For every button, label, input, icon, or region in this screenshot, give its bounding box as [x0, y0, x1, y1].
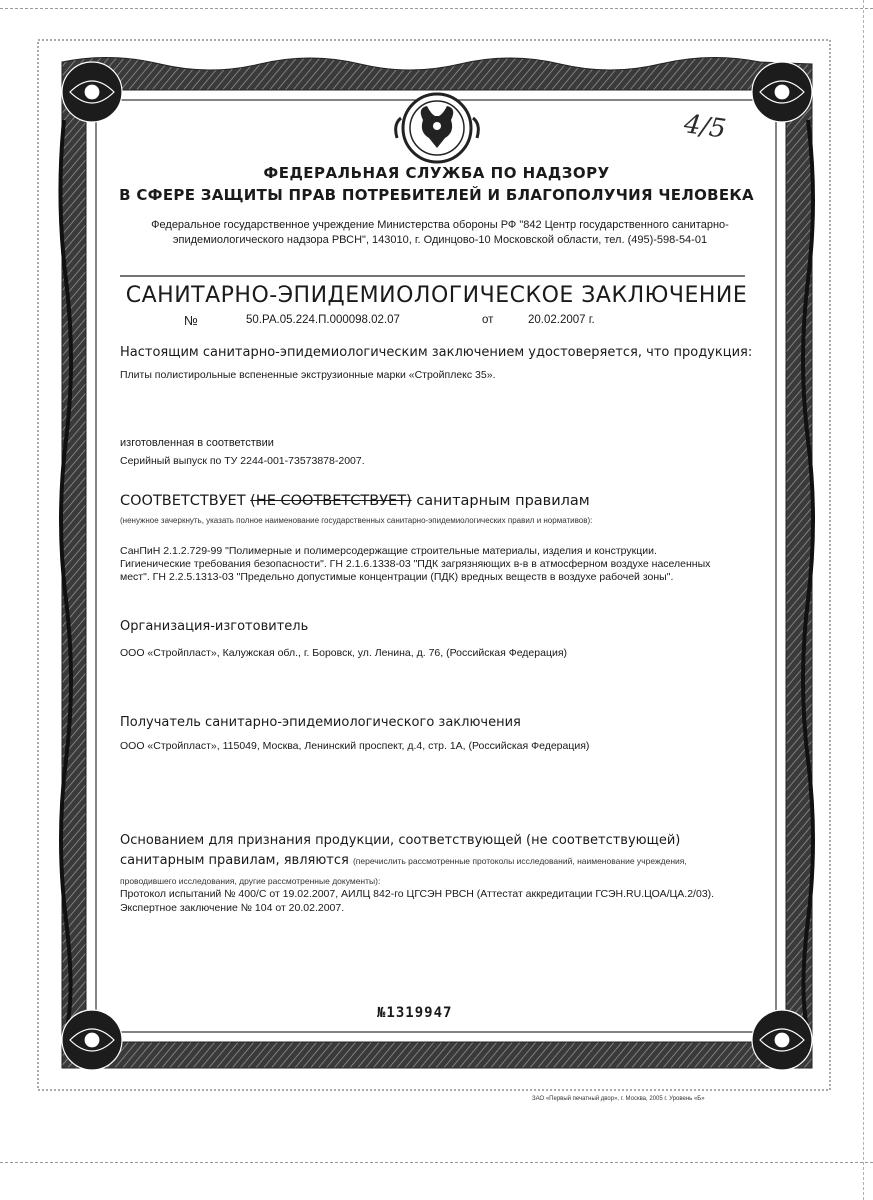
number-sign: №	[184, 313, 198, 328]
manufacturer-value: ООО «Стройпласт», Калужская обл., г. Боровск, ул. Ленина, д. 76, (Российская Федерация)	[120, 647, 568, 659]
serial-number: №1319947	[377, 1005, 453, 1021]
recipient-label: Получатель санитарно-эпидемиологического заключения	[120, 715, 521, 730]
date-label: от	[482, 314, 494, 326]
test-protocol: Протокол испытаний № 400/С от 19.02.2007, АИЛЦ 842-го ЦГСЭН РВСН (Аттестат аккредитации ГСЭН.RU.ЦОА/ЦА.2/03). Экспертное заключение № 104 от 20.02.2007.	[120, 888, 715, 914]
manufactured-value: Серийный выпуск по ТУ 2244-001-73573878-2007.	[120, 455, 365, 467]
printer-note: ЗАО «Первый печатный двор», г. Москва, 2005 г. Уровень «Б»	[532, 1096, 705, 1102]
document-date: 20.02.2007 г.	[528, 314, 595, 326]
basis-label: Основанием для признания продукции, соответствующей (не соответствующей) санитарным правилам, являются	[120, 833, 681, 868]
lead-text: Настоящим санитарно-эпидемиологическим заключением удостоверяется, что продукция:	[120, 345, 753, 360]
handwritten-mark: 4/5	[682, 109, 728, 145]
conformity-hint: (ненужное зачеркнуть, указать полное наименование государственных санитарно-эпидемиологических правил и нормативов):	[120, 516, 593, 525]
product-description: Плиты полистирольные вспененные экструзионные марки «Стройплекс 35».	[120, 369, 496, 381]
basis-statement	[120, 831, 740, 891]
recipient-value: ООО «Стройпласт», 115049, Москва, Ленинский проспект, д.4, стр. 1А, (Российская Федерация)	[120, 740, 590, 752]
manufacturer-label: Организация-изготовитель	[120, 619, 309, 634]
issuer-organization: Федеральное государственное учреждение Министерства обороны РФ "842 Центр государственного санитарно-эпидемиологического надзора РВСН", 143010, г. Одинцово-10 Московской области, тел. (495)-598-54-01	[151, 219, 729, 246]
basis-hint: (перечислить рассмотренные протоколы исследований, наименование учреждения, проводившего исследования, другие рассмотренные документы):	[120, 856, 687, 886]
agency-name-line2: В СФЕРЕ ЗАЩИТЫ ПРАВ ПОТРЕБИТЕЛЕЙ И БЛАГОПОЛУЧИЯ ЧЕЛОВЕКА	[119, 186, 754, 204]
document-number: 50.РА.05.224.П.000098.02.07	[246, 314, 400, 326]
conformity-yes: СООТВЕТСТВУЕТ	[120, 493, 246, 509]
conformity-tail: санитарным правилам	[416, 493, 590, 509]
sanitary-rules: СанПиН 2.1.2.729-99 "Полимерные и полимерсодержащие строительные материалы, изделия и конструкции. Гигиенические требования безопасности". ГН 2.1.6.1338-03 "ПДК загрязняющих в-в в атмосферном воздухе населенных мест". ГН 2.2.5.1313-03 "Предельно допустимые концентрации (ПДК) вредных веществ в воздухе рабочей зоны".	[120, 545, 711, 583]
document-title: САНИТАРНО-ЭПИДЕМИОЛОГИЧЕСКОЕ ЗАКЛЮЧЕНИЕ	[125, 283, 748, 308]
conformity-no: (НЕ СООТВЕТСТВУЕТ)	[250, 493, 412, 509]
conformity-statement	[120, 493, 590, 509]
manufactured-label: изготовленная в соответствии	[120, 437, 274, 449]
agency-name-line1: ФЕДЕРАЛЬНАЯ СЛУЖБА ПО НАДЗОРУ	[263, 164, 610, 182]
